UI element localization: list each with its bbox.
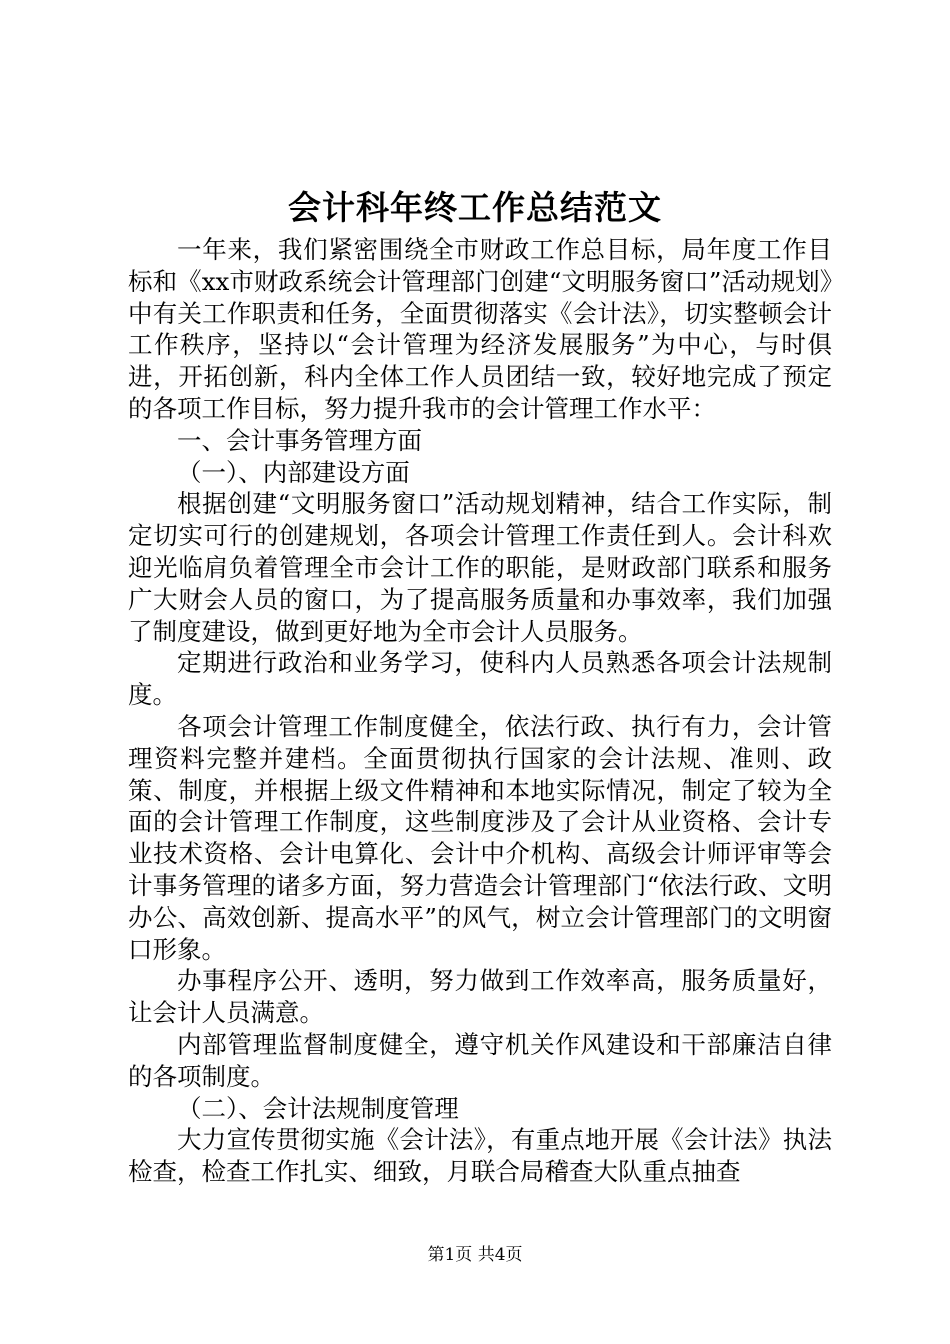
section-heading: 一、会计事务管理方面: [177, 425, 422, 455]
paragraph: 根据创建“文明服务窗口”活动规划精神，结合工作实际，制定切实可行的创建规划，各项会计管理工作责任到人。会计科欢迎光临肩负着管理全市会计工作的职能，是财政部门联系和服务广大财会人员的窗口，为了提高服务质量和办事效率，我们加强了制度建设，做到更好地为全市会计人员服务。: [128, 489, 832, 646]
paragraph: 一年来，我们紧密围绕全市财政工作总目标，局年度工作目标和《xx市财政系统会计管理部门创建“文明服务窗口”活动规划》中有关工作职责和任务，全面贯彻落实《会计法》，切实整顿会计工作秩序，坚持以“会计管理为经济发展服务”为中心，与时俱进，开拓创新，科内全体工作人员团结一致，较好地完成了预定的各项工作目标，努力提升我市的会计管理工作水平：: [128, 235, 832, 423]
document-title: 会计科年终工作总结范文: [288, 188, 662, 227]
paragraph: 大力宣传贯彻实施《会计法》，有重点地开展《会计法》执法检查，检查工作扎实、细致，月联合局稽查大队重点抽查: [128, 1125, 832, 1187]
subsection-heading: （一）、内部建设方面: [177, 457, 410, 487]
paragraph: 办事程序公开、透明，努力做到工作效率高，服务质量好，让会计人员满意。: [128, 966, 832, 1028]
paragraph: 内部管理监督制度健全，遵守机关作风建设和干部廉洁自律的各项制度。: [128, 1029, 832, 1091]
document-body: [128, 234, 832, 1188]
paragraph: 各项会计管理工作制度健全，依法行政、执行有力，会计管理资料完整并建档。全面贯彻执行国家的会计法规、准则、政策、制度，并根据上级文件精神和本地实际情况，制定了较为全面的会计管理工作制度，这些制度涉及了会计从业资格、会计专业技术资格、会计电算化、会计中介机构、高级会计师评审等会计事务管理的诸多方面，努力营造会计管理部门“依法行政、文明办公、高效创新、提高水平”的风气，树立会计管理部门的文明窗口形象。: [128, 711, 832, 964]
subsection-heading: （二）、会计法规制度管理: [177, 1093, 459, 1123]
paragraph: 定期进行政治和业务学习，使科内人员熟悉各项会计法规制度。: [128, 648, 832, 710]
page-footer: 第1页 共4页: [427, 1245, 523, 1265]
